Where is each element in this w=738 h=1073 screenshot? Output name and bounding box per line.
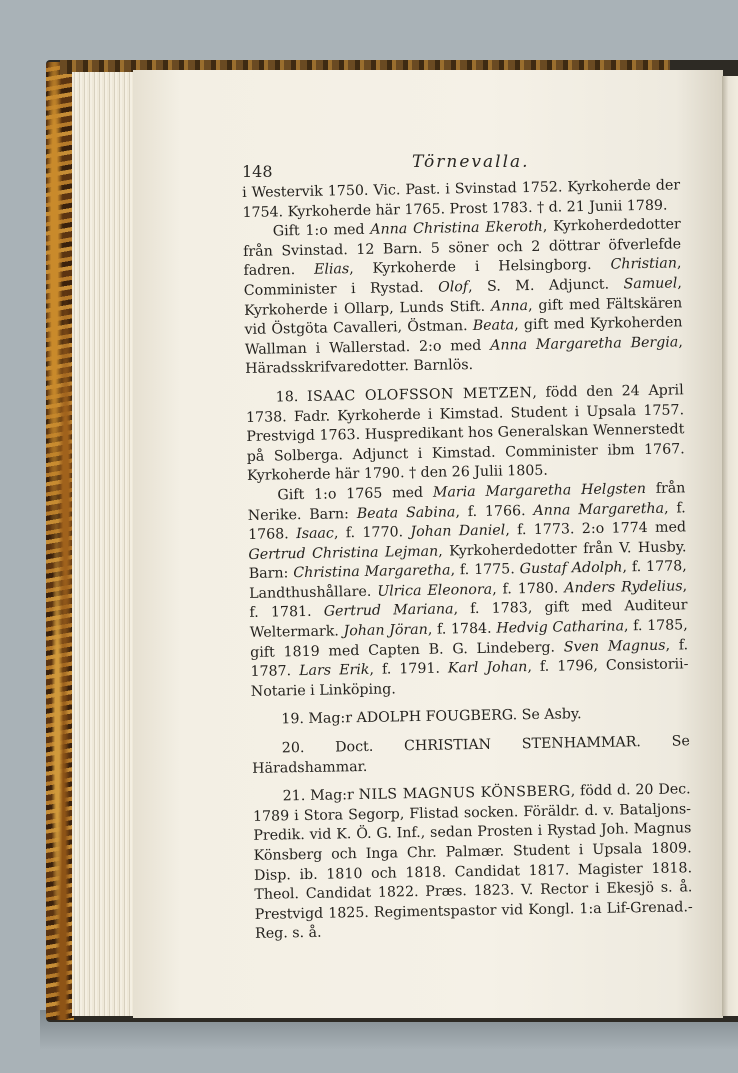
person-name: Anna Christina Ekeroth xyxy=(370,218,543,238)
facing-page-edge xyxy=(722,76,738,1016)
page-text xyxy=(242,176,693,944)
text-run: , f. 1766. xyxy=(455,502,534,520)
text-run: , S. M. Adjunct. xyxy=(467,276,624,296)
person-name: Johan Jöran xyxy=(343,621,428,640)
text-run: , f. 1785, gift 1819 med Capten B. G. Lindeberg. xyxy=(250,617,688,661)
marbled-cover-edge xyxy=(46,62,74,1020)
person-name: Beata xyxy=(472,317,515,335)
text-run: Gift 1:o med xyxy=(272,221,371,240)
person-name: Karl Johan xyxy=(447,659,528,677)
text-run: , f. 1778, Landthushållare. xyxy=(249,558,687,602)
text-run: , f. 1773. 2:o 1774 med xyxy=(505,519,687,539)
text-run: , f. 1787. xyxy=(250,636,689,681)
text-run: Gift 1:o 1765 med xyxy=(277,484,434,504)
entry-number: 21. Mag:r xyxy=(282,787,359,805)
paragraph-continuation: i Westervik 1750. Vic. Past. i Svinstad 1752. Kyrkoherde der 1754. Kyrkoherde här 1765. Prost 1783. † d. 21 Junii 1789. xyxy=(242,177,681,221)
text-run: , f. 1770. xyxy=(333,524,411,542)
person-name: Anna Margaretha Bergia xyxy=(489,334,679,354)
person-name: Ulrica Eleonora xyxy=(377,581,493,600)
text-run: , f. 1796, Consistorii-Notarie i Linköping. xyxy=(250,656,689,700)
person-name: Maria Margaretha Helgsten xyxy=(432,480,647,501)
entry-name: ISAAC OLOFSSON METZEN xyxy=(306,384,533,405)
text-run: , Kyrkoherde i Helsingborg. xyxy=(349,256,611,278)
text-run: , Kyrkoherde i Ollarp, Lunds Stift. xyxy=(244,275,682,319)
person-name: Christina Margaretha xyxy=(293,562,451,582)
text-run: , f. 1768. xyxy=(247,499,686,544)
text-run: , f. 1783, gift med Auditeur Weltermark. xyxy=(249,597,688,641)
person-name: Samuel xyxy=(623,275,678,293)
text-run: , född d. 20 Dec. 1789 i Stora Segorp, Flistad socken. Föräldr. d. v. Bataljons-Predik. vid K. Ö. G. Inf., sedan Prosten i Rystad Joh. Magnus Könsberg och Inga Chr. Palmær. Student i Upsala 1809. Disp. ib. 1810 och 1818. Candidat 1817. Magister 1818. Theol. Candidat 1822. Præs. 1823. V. Rector i Ekesjö s. å. Prestvigd 1825. Regimentspastor vid Kongl. 1:a Lif-Grenad.-Reg. s. å. xyxy=(252,781,693,943)
text-run: , gift med Kyrkoherden Wallman i Wallerstad. 2:o med xyxy=(244,314,683,358)
running-head: Törnevalla. xyxy=(412,152,530,172)
person-name: Lars Erik xyxy=(299,662,370,680)
entry-18 xyxy=(246,381,686,487)
entry-19: 19. Mag:r ADOLPH FOUGBERG. Se Asby. xyxy=(281,706,582,728)
person-name: Johan Daniel xyxy=(410,522,506,541)
entry-18-marriage xyxy=(247,479,689,702)
person-name: Christian xyxy=(610,255,678,273)
text-run: , Comminister i Rystad. xyxy=(243,255,682,299)
text-run: , Kyrkoherdedotter från Svinstad. 12 Barn. 5 söner och 2 döttrar öfverlefde fadren. xyxy=(243,216,682,280)
entry-21 xyxy=(253,780,694,944)
person-name: Beata Sabina xyxy=(356,503,456,522)
person-name: Olof xyxy=(437,279,469,296)
text-run: från Nerike. Barn: xyxy=(247,480,686,524)
entry-20: 20. Doct. CHRISTIAN STENHAMMAR. Se Häradshammar. xyxy=(252,733,690,777)
page-block-edges xyxy=(72,72,135,1016)
person-name: Anna xyxy=(490,297,529,315)
text-run: , Kyrkoherdedotter från V. Husby. Barn: xyxy=(248,538,687,583)
person-name: Gertrud Christina Lejman xyxy=(248,543,439,563)
person-name: Hedvig Catharina xyxy=(496,618,625,637)
person-name: Gertrud Mariana xyxy=(323,601,454,621)
paragraph-marriage xyxy=(243,216,684,380)
text-run: , Häradsskrifvaredotter. Barnlös. xyxy=(245,334,683,378)
person-name: Elias xyxy=(313,261,350,279)
entry-name: NILS MAGNUS KÖNSBERG xyxy=(358,783,571,804)
text-run: , f. 1775. xyxy=(450,561,520,579)
text-run: , f. 1784. xyxy=(427,620,497,638)
text-run: , f. 1781. xyxy=(249,578,688,622)
person-name: Isaac xyxy=(296,525,335,543)
text-run: , f. 1780. xyxy=(491,580,565,598)
person-name: Gustaf Adolph xyxy=(519,559,623,578)
text-run: , född den 24 April 1738. Fadr. Kyrkoherde i Kimstad. Student i Upsala 1757. Prestvigd 1763. Huspredikant hos Generalskan Wennerstedt på Solberga. Adjunct i Kimstad. Comminister ibm 1767. Kyrkoherde här 1790. † den 26 Julii 1805. xyxy=(245,382,685,485)
text-run: , gift med Fältskären vid Östgöta Cavalleri, Östman. xyxy=(244,294,683,339)
person-name: Anna Margaretha xyxy=(533,500,665,519)
entry-number: 18. xyxy=(275,388,308,406)
person-name: Sven Magnus xyxy=(563,637,666,656)
person-name: Anders Rydelius xyxy=(564,578,683,597)
page-number: 148 xyxy=(242,162,273,181)
text-run: , f. 1791. xyxy=(369,660,449,679)
